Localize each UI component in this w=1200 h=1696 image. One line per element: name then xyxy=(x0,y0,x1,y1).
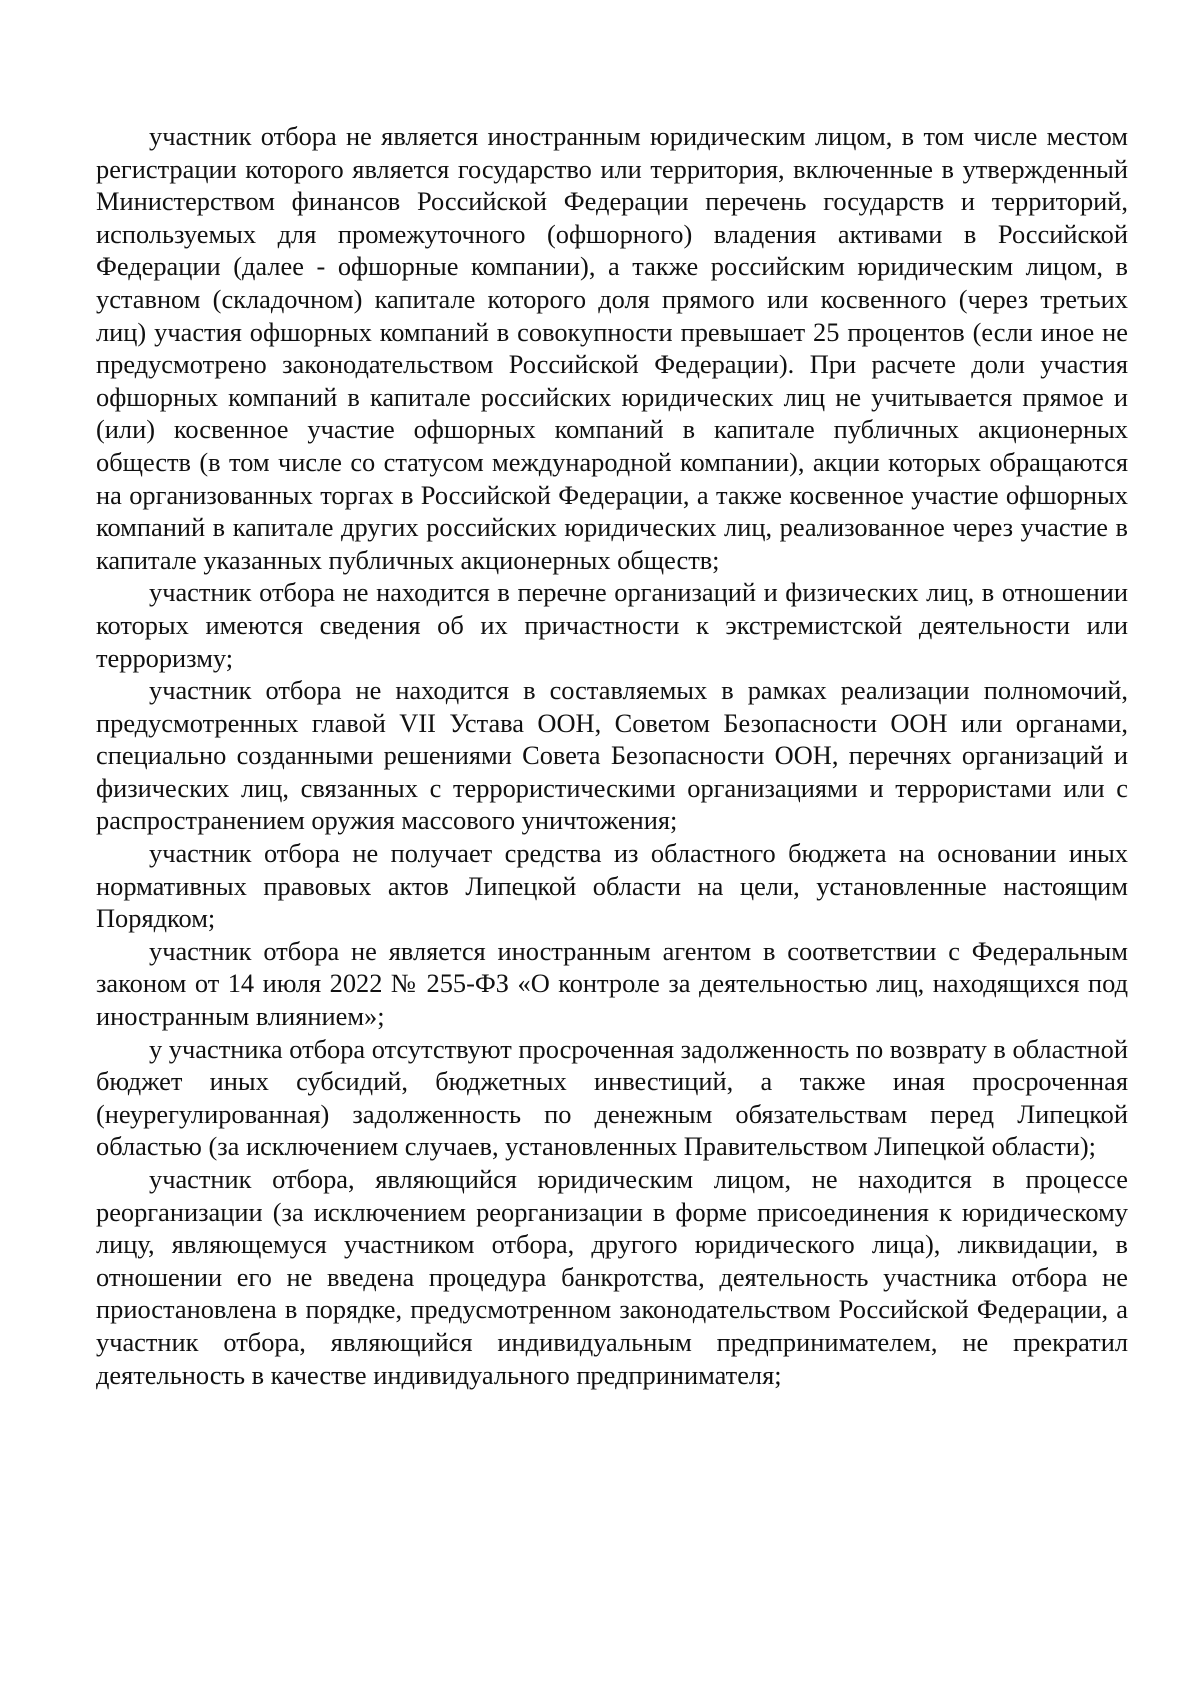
paragraph-regional-budget-funds: участник отбора не получает средства из областного бюджета на основании иных нормативных правовых актов Липецкой области на цели, установленные настоящим Порядком; xyxy=(96,838,1128,934)
document-body xyxy=(96,120,1128,1391)
paragraph-overdue-debt: у участника отбора отсутствуют просроченная задолженность по возврату в областной бюджет иных субсидий, бюджетных инвестиций, а также иная просроченная (неурегулированная) задолженность по денежным обязательствам перед Липецкой областью (за исключением случаев, установленных Правительством Липецкой области); xyxy=(96,1033,1128,1162)
paragraph-offshore-companies: участник отбора не является иностранным юридическим лицом, в том числе местом регистрации которого является государство или территория, включенные в утвержденный Министерством финансов Российской Федерации перечень государств и территорий, используемых для промежуточного (офшорного) владения активами в Российской Федерации (далее - офшорные компании), а также российским юридическим лицом, в уставном (складочном) капитале которого доля прямого или косвенного (через третьих лиц) участия офшорных компаний в совокупности превышает 25 процентов (если иное не предусмотрено законодательством Российской Федерации). При расчете доли участия офшорных компаний в капитале российских юридических лиц не учитывается прямое и (или) косвенное участие офшорных компаний в капитале публичных акционерных обществ (в том числе со статусом международной компании), акции которых обращаются на организованных торгах в Российской Федерации, а также косвенное участие офшорных компаний в капитале других российских юридических лиц, реализованное через участие в капитале указанных публичных акционерных обществ; xyxy=(96,121,1128,575)
paragraph-reorganization-liquidation: участник отбора, являющийся юридическим лицом, не находится в процессе реорганизации (за исключением реорганизации в форме присоединения к юридическому лицу, являющемуся участником отбора, другого юридического лица), ликвидации, в отношении его не введена процедура банкротства, деятельность участника отбора не приостановлена в порядке, предусмотренном законодательством Российской Федерации, а участник отбора, являющийся индивидуальным предпринимателем, не прекратил деятельность в качестве индивидуального предпринимателя; xyxy=(96,1164,1128,1390)
paragraph-extremism-list: участник отбора не находится в перечне организаций и физических лиц, в отношении которых имеются сведения об их причастности к экстремистской деятельности или терроризму; xyxy=(96,577,1128,673)
paragraph-un-security-council-lists: участник отбора не находится в составляемых в рамках реализации полномочий, предусмотренных главой VII Устава ООН, Советом Безопасности ООН или органами, специально созданными решениями Совета Безопасности ООН, перечнях организаций и физических лиц, связанных с террористическими организациями и террористами или с распространением оружия массового уничтожения; xyxy=(96,675,1128,836)
paragraph-foreign-agent: участник отбора не является иностранным агентом в соответствии с Федеральным законом от 14 июля 2022 № 255-ФЗ «О контроле за деятельностью лиц, находящихся под иностранным влиянием»; xyxy=(96,935,1128,1032)
